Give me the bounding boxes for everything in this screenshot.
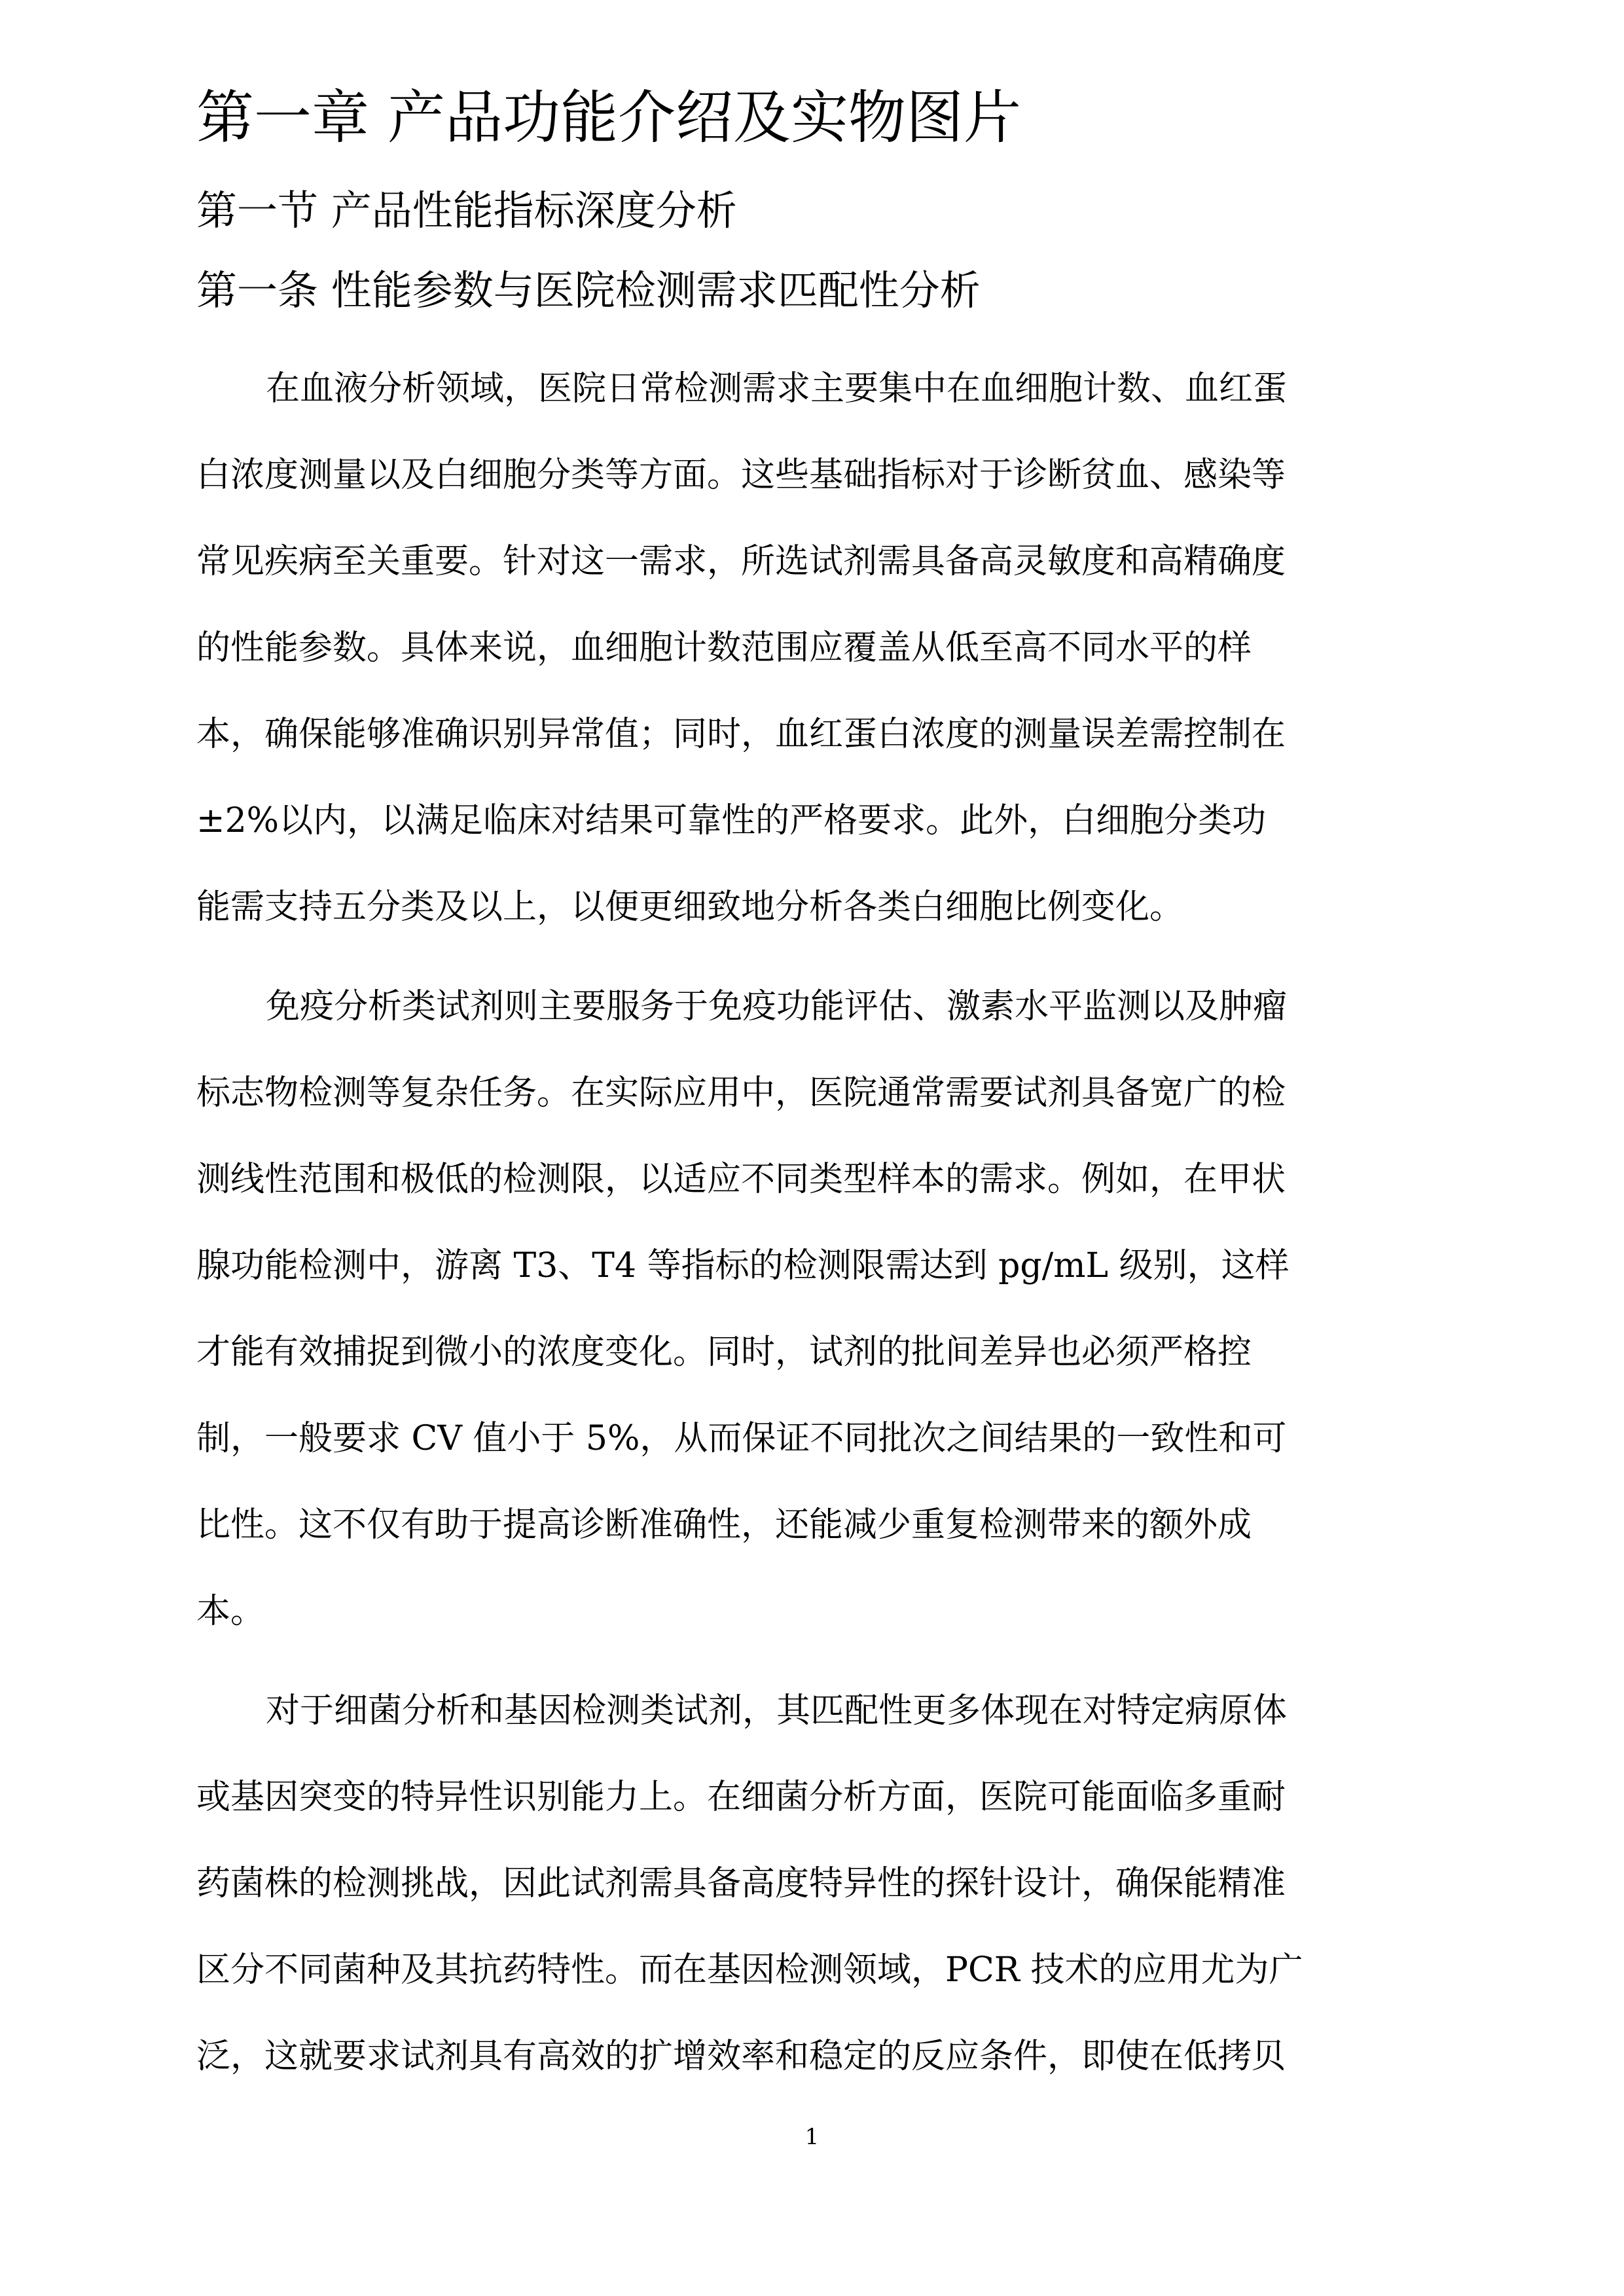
paragraph-line: 白浓度测量以及白细胞分类等方面。这些基础指标对于诊断贫血、感染等	[196, 456, 1286, 495]
paragraph-line: 在血液分析领域，医院日常检测需求主要集中在血细胞计数、血红蛋	[266, 369, 1288, 408]
paragraph-line: 标志物检测等复杂任务。在实际应用中，医院通常需要试剂具备宽广的检	[196, 1073, 1286, 1113]
paragraph-line: 才能有效捕捉到微小的浓度变化。同时，试剂的批间差异也必须严格控	[196, 1333, 1252, 1372]
paragraph-line: 能需支持五分类及以上，以便更细致地分析各类白细胞比例变化。	[196, 888, 1184, 927]
page-content	[196, 72, 1427, 2100]
page-number: 1	[804, 2124, 820, 2150]
paragraph-line: 常见疾病至关重要。针对这一需求，所选试剂需具备高灵敏度和高精确度	[196, 542, 1286, 581]
paragraph-line: 区分不同菌种及其抗药特性。而在基因检测领域，PCR 技术的应用尤为广	[196, 1950, 1303, 1990]
article-title: 第一条 性能参数与医院检测需求匹配性分析	[196, 266, 981, 314]
paragraph-line: 制，一般要求 CV 值小于 5%，从而保证不同批次之间结果的一致性和可	[196, 1419, 1287, 1458]
chapter-title: 第一章 产品功能介绍及实物图片	[196, 84, 1021, 151]
paragraph-line: 免疫分析类试剂则主要服务于免疫功能评估、激素水平监测以及肿瘤	[266, 987, 1288, 1026]
paragraph-blood-analysis	[196, 346, 1427, 950]
paragraph-line: ±2%以内，以满足临床对结果可靠性的严格要求。此外，白细胞分类功	[196, 801, 1267, 840]
paragraph-line: 腺功能检测中，游离 T3、T4 等指标的检测限需达到 pg/mL 级别，这样	[196, 1246, 1290, 1285]
section-title: 第一节 产品性能指标深度分析	[196, 187, 737, 234]
paragraph-line: 本，确保能够准确识别异常值；同时，血红蛋白浓度的测量误差需控制在	[196, 715, 1286, 754]
paragraph-line: 或基因突变的特异性识别能力上。在细菌分析方面，医院可能面临多重耐	[196, 1778, 1286, 1817]
paragraph-line: 的性能参数。具体来说，血细胞计数范围应覆盖从低至高不同水平的样	[196, 628, 1252, 668]
paragraph-line: 测线性范围和极低的检测限，以适应不同类型样本的需求。例如，在甲状	[196, 1160, 1286, 1199]
paragraph-bacteria-gene	[196, 1668, 1427, 2100]
paragraph-line: 本。	[196, 1592, 265, 1631]
paragraph-immunoassay	[196, 963, 1427, 1655]
paragraph-line: 药菌株的检测挑战，因此试剂需具备高度特异性的探针设计，确保能精准	[196, 1864, 1286, 1903]
paragraph-line: 对于细菌分析和基因检测类试剂，其匹配性更多体现在对特定病原体	[266, 1691, 1288, 1731]
paragraph-line: 泛，这就要求试剂具有高效的扩增效率和稳定的反应条件，即使在低拷贝	[196, 2037, 1286, 2076]
paragraph-line: 比性。这不仅有助于提高诊断准确性，还能减少重复检测带来的额外成	[196, 1505, 1252, 1545]
